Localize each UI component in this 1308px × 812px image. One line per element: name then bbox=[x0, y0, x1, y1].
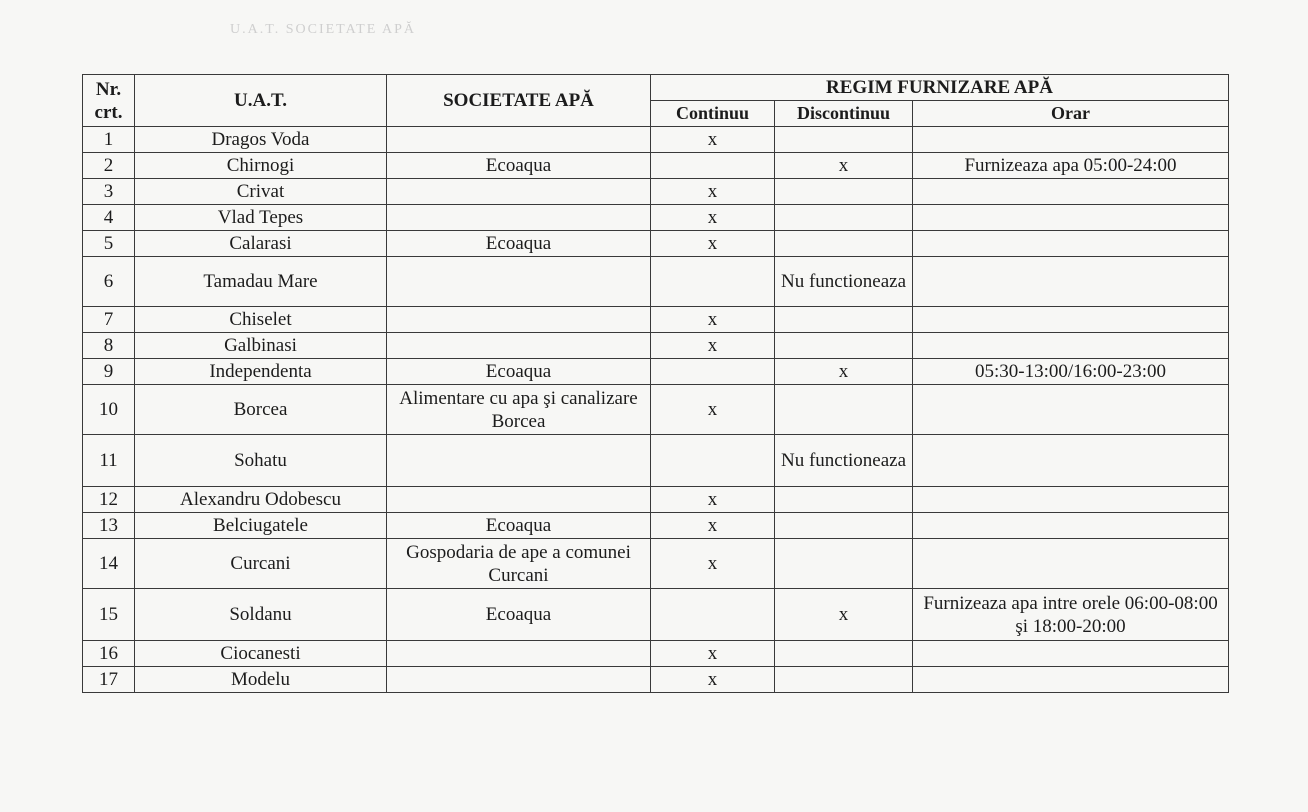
cell-uat: Curcani bbox=[135, 539, 387, 589]
cell-uat: Alexandru Odobescu bbox=[135, 487, 387, 513]
table-row bbox=[83, 667, 1229, 693]
cell-discontinuu bbox=[775, 641, 913, 667]
cell-societate bbox=[387, 667, 651, 693]
cell-nr: 6 bbox=[83, 257, 135, 307]
cell-continuu bbox=[651, 359, 775, 385]
cell-orar bbox=[913, 667, 1229, 693]
cell-uat: Tamadau Mare bbox=[135, 257, 387, 307]
cell-discontinuu bbox=[775, 179, 913, 205]
cell-orar bbox=[913, 179, 1229, 205]
cell-orar bbox=[913, 333, 1229, 359]
cell-societate bbox=[387, 205, 651, 231]
cell-discontinuu bbox=[775, 231, 913, 257]
cell-nr: 2 bbox=[83, 153, 135, 179]
cell-orar bbox=[913, 487, 1229, 513]
cell-societate bbox=[387, 257, 651, 307]
cell-continuu: x bbox=[651, 539, 775, 589]
cell-societate bbox=[387, 333, 651, 359]
cell-societate: Gospodaria de ape a comunei Curcani bbox=[387, 539, 651, 589]
cell-orar bbox=[913, 539, 1229, 589]
cell-continuu: x bbox=[651, 231, 775, 257]
cell-nr: 11 bbox=[83, 435, 135, 487]
header-societate-apa: SOCIETATE APĂ bbox=[387, 75, 651, 127]
cell-continuu bbox=[651, 435, 775, 487]
header-orar: Orar bbox=[913, 101, 1229, 127]
cell-societate: Ecoaqua bbox=[387, 513, 651, 539]
cell-continuu: x bbox=[651, 641, 775, 667]
cell-societate bbox=[387, 179, 651, 205]
cell-orar bbox=[913, 257, 1229, 307]
cell-discontinuu: x bbox=[775, 359, 913, 385]
header-continuu: Continuu bbox=[651, 101, 775, 127]
cell-societate: Ecoaqua bbox=[387, 153, 651, 179]
table-row bbox=[83, 435, 1229, 487]
cell-discontinuu: Nu functioneaza bbox=[775, 257, 913, 307]
cell-societate bbox=[387, 127, 651, 153]
cell-discontinuu bbox=[775, 127, 913, 153]
cell-orar bbox=[913, 307, 1229, 333]
cell-nr: 9 bbox=[83, 359, 135, 385]
cell-societate: Alimentare cu apa şi canalizare Borcea bbox=[387, 385, 651, 435]
cell-discontinuu: Nu functioneaza bbox=[775, 435, 913, 487]
cell-continuu: x bbox=[651, 307, 775, 333]
cell-continuu: x bbox=[651, 667, 775, 693]
cell-nr: 1 bbox=[83, 127, 135, 153]
table-row bbox=[83, 127, 1229, 153]
table-row bbox=[83, 539, 1229, 589]
cell-discontinuu bbox=[775, 385, 913, 435]
cell-societate bbox=[387, 307, 651, 333]
cell-discontinuu bbox=[775, 513, 913, 539]
cell-uat: Chirnogi bbox=[135, 153, 387, 179]
cell-orar bbox=[913, 513, 1229, 539]
cell-orar: Furnizeaza apa intre orele 06:00-08:00 şi 18:00-20:00 bbox=[913, 589, 1229, 641]
table-row bbox=[83, 257, 1229, 307]
cell-continuu: x bbox=[651, 127, 775, 153]
cell-continuu bbox=[651, 153, 775, 179]
cell-uat: Modelu bbox=[135, 667, 387, 693]
cell-continuu: x bbox=[651, 333, 775, 359]
table-row bbox=[83, 641, 1229, 667]
cell-orar: Furnizeaza apa 05:00-24:00 bbox=[913, 153, 1229, 179]
bleed-through-text: U.A.T. SOCIETATE APĂ bbox=[230, 22, 417, 37]
cell-discontinuu: x bbox=[775, 589, 913, 641]
cell-discontinuu bbox=[775, 307, 913, 333]
cell-discontinuu bbox=[775, 539, 913, 589]
cell-orar: 05:30-13:00/16:00-23:00 bbox=[913, 359, 1229, 385]
cell-uat: Crivat bbox=[135, 179, 387, 205]
cell-nr: 7 bbox=[83, 307, 135, 333]
cell-nr: 14 bbox=[83, 539, 135, 589]
cell-discontinuu bbox=[775, 667, 913, 693]
cell-societate: Ecoaqua bbox=[387, 231, 651, 257]
cell-discontinuu bbox=[775, 487, 913, 513]
cell-societate bbox=[387, 487, 651, 513]
cell-uat: Sohatu bbox=[135, 435, 387, 487]
cell-orar bbox=[913, 641, 1229, 667]
cell-nr: 17 bbox=[83, 667, 135, 693]
cell-nr: 15 bbox=[83, 589, 135, 641]
cell-discontinuu: x bbox=[775, 153, 913, 179]
cell-orar bbox=[913, 205, 1229, 231]
cell-continuu: x bbox=[651, 487, 775, 513]
cell-orar bbox=[913, 435, 1229, 487]
cell-nr: 3 bbox=[83, 179, 135, 205]
header-uat: U.A.T. bbox=[135, 75, 387, 127]
cell-uat: Ciocanesti bbox=[135, 641, 387, 667]
cell-continuu: x bbox=[651, 205, 775, 231]
cell-discontinuu bbox=[775, 205, 913, 231]
cell-nr: 8 bbox=[83, 333, 135, 359]
cell-societate bbox=[387, 435, 651, 487]
cell-uat: Dragos Voda bbox=[135, 127, 387, 153]
cell-uat: Vlad Tepes bbox=[135, 205, 387, 231]
cell-continuu: x bbox=[651, 179, 775, 205]
cell-nr: 13 bbox=[83, 513, 135, 539]
cell-uat: Independenta bbox=[135, 359, 387, 385]
cell-nr: 5 bbox=[83, 231, 135, 257]
table-row bbox=[83, 307, 1229, 333]
table-row bbox=[83, 487, 1229, 513]
cell-continuu: x bbox=[651, 385, 775, 435]
cell-uat: Borcea bbox=[135, 385, 387, 435]
header-discontinuu: Discontinuu bbox=[775, 101, 913, 127]
cell-continuu bbox=[651, 589, 775, 641]
table-row bbox=[83, 513, 1229, 539]
cell-uat: Calarasi bbox=[135, 231, 387, 257]
table-row bbox=[83, 153, 1229, 179]
table-row bbox=[83, 231, 1229, 257]
cell-societate bbox=[387, 641, 651, 667]
cell-discontinuu bbox=[775, 333, 913, 359]
header-nr-crt: Nr. crt. bbox=[83, 75, 135, 127]
cell-orar bbox=[913, 127, 1229, 153]
table-row bbox=[83, 589, 1229, 641]
table-row bbox=[83, 359, 1229, 385]
table-header bbox=[83, 75, 1229, 127]
cell-uat: Belciugatele bbox=[135, 513, 387, 539]
cell-nr: 10 bbox=[83, 385, 135, 435]
header-regim-furnizare: REGIM FURNIZARE APĂ bbox=[651, 75, 1229, 101]
cell-nr: 12 bbox=[83, 487, 135, 513]
table-row bbox=[83, 385, 1229, 435]
table-row bbox=[83, 333, 1229, 359]
table-row bbox=[83, 205, 1229, 231]
cell-societate: Ecoaqua bbox=[387, 589, 651, 641]
cell-nr: 16 bbox=[83, 641, 135, 667]
cell-orar bbox=[913, 385, 1229, 435]
table-body bbox=[83, 127, 1229, 693]
cell-uat: Galbinasi bbox=[135, 333, 387, 359]
cell-nr: 4 bbox=[83, 205, 135, 231]
cell-orar bbox=[913, 231, 1229, 257]
water-supply-table bbox=[82, 74, 1229, 693]
cell-continuu bbox=[651, 257, 775, 307]
cell-continuu: x bbox=[651, 513, 775, 539]
cell-uat: Chiselet bbox=[135, 307, 387, 333]
table-row bbox=[83, 179, 1229, 205]
cell-uat: Soldanu bbox=[135, 589, 387, 641]
cell-societate: Ecoaqua bbox=[387, 359, 651, 385]
